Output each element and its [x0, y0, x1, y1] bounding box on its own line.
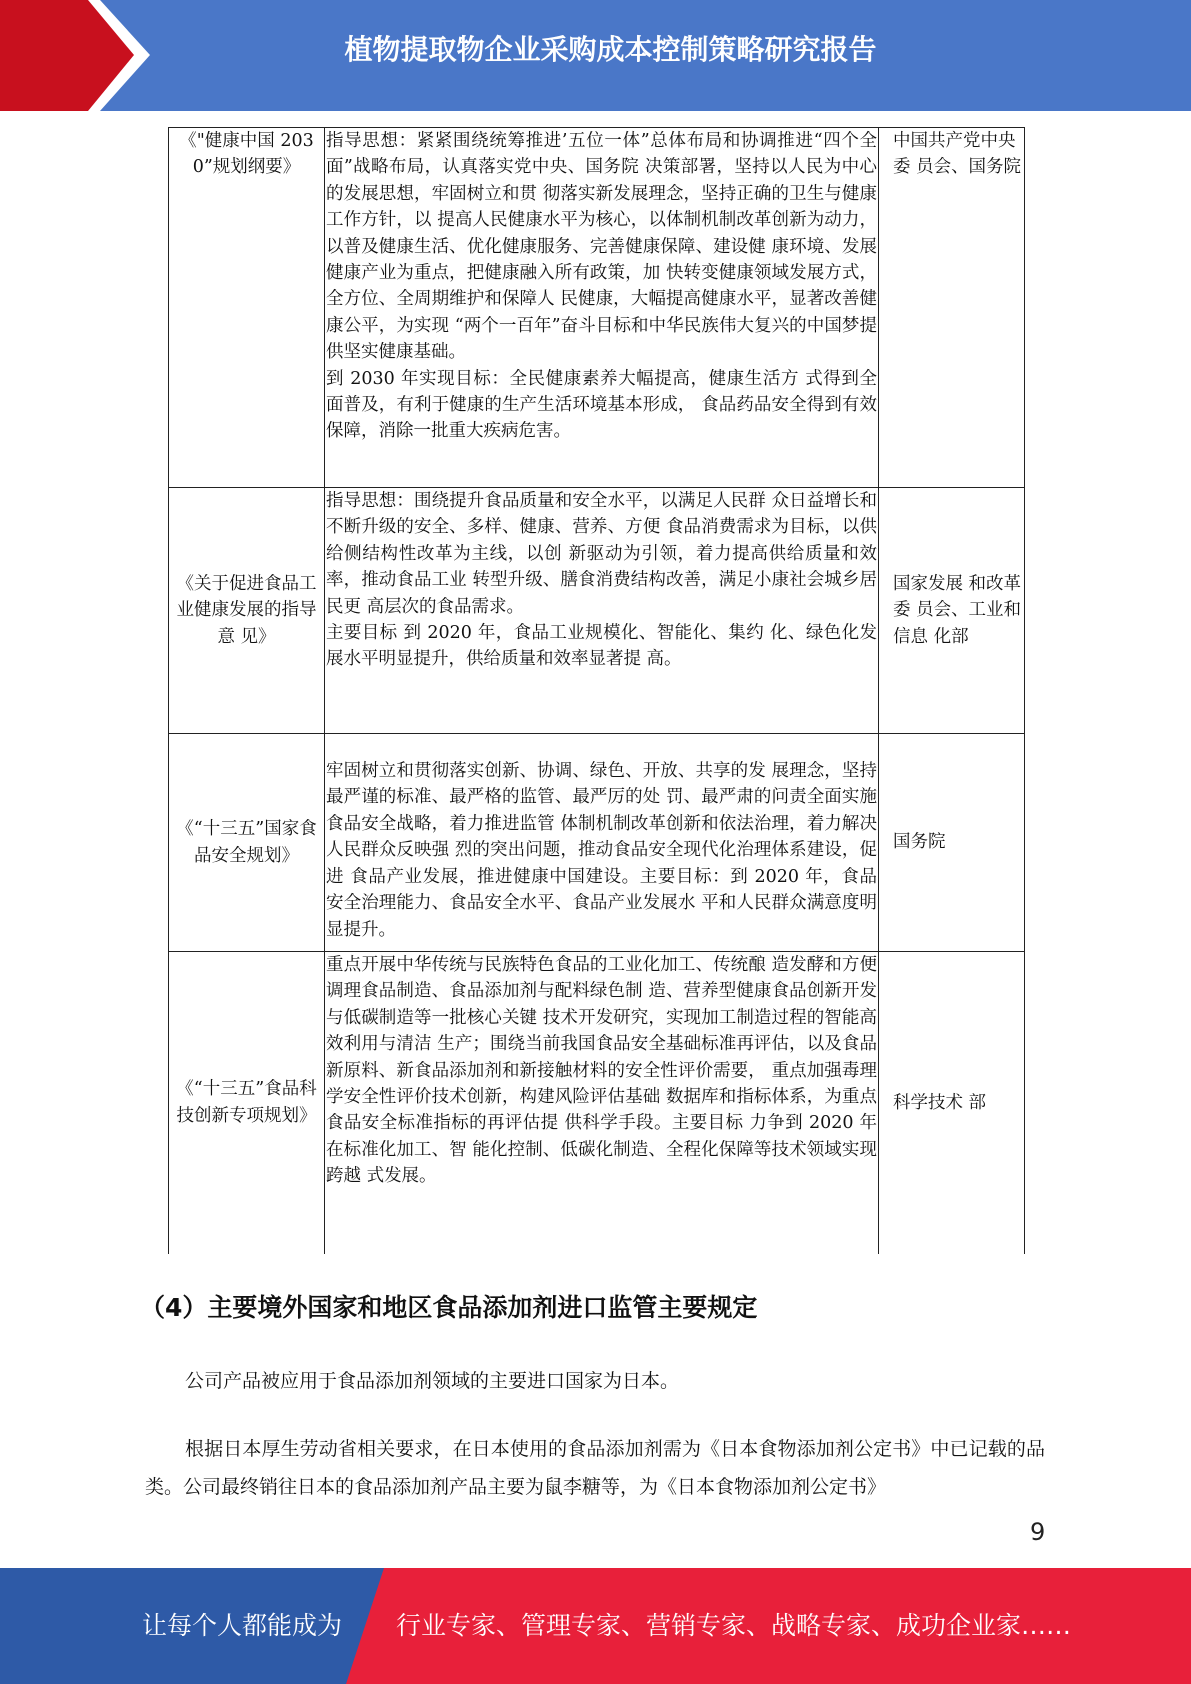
- policy-description-cell: [325, 952, 879, 1254]
- policy-description: 指导思想：紧紧围绕统筹推进’五位一体”总体布局和协调推进“四个全面”战略布局，认真落实党中央、国务院 决策部署，坚持以人民为中心的发展思想，牢固树立和贯 彻落实新发展理念，坚持正确的卫生与健康工作方针，以 提高人民健康水平为核心，以体制机制改革创新为动力， 以普及健康生活、优化健康服务、完善健康保障、建设健 康环境、发展健康产业为重点，把健康融入所有政策，加 快转变健康领域发展方式，全方位、全周期维护和保障人 民健康，大幅提高健康水平，显著改善健康公平，为实现 “两个一百年”奋斗目标和中华民族伟大复兴的中国梦提 供坚实健康基础。: [326, 131, 877, 363]
- policy-target: 主要目标 到 2020 年，食品工业规模化、智能化、集约 化、绿色化发展水平明显提升，供给质量和效率显著提 高。: [326, 623, 877, 670]
- page-footer: [0, 1568, 1191, 1684]
- body-paragraph: 公司产品被应用于食品添加剂领域的主要进口国家为日本。: [185, 1370, 680, 1392]
- body-paragraph: 根据日本厚生劳动省相关要求，在日本使用的食品添加剂需为《日本食物添加剂公定书》中已记载的品类。公司最终销往日本的食品添加剂产品主要为鼠李糖等，为《日本食物添加剂公定书》: [145, 1438, 1045, 1498]
- issuing-body-cell: 中国共产党中央委 员会、国务院: [879, 128, 1025, 488]
- table-row: [169, 734, 1025, 952]
- issuing-body-cell: 国务院: [879, 734, 1025, 952]
- policy-target: 到 2030 年实现目标：全民健康素养大幅提高，健康生活方 式得到全面普及，有利于健康的生产生活环境基本形成， 食品药品安全得到有效保障，消除一批重大疾病危害。: [326, 368, 877, 442]
- policy-table: [168, 127, 1025, 1254]
- policy-name-cell: 《“十三五”国家食品安全规划》: [169, 734, 325, 952]
- section-heading: （4）主要境外国家和地区食品添加剂进口监管主要规定: [140, 1293, 758, 1322]
- table-row: [169, 128, 1025, 488]
- page-number: 9: [1030, 1518, 1046, 1546]
- issuing-body-cell: 国家发展 和改革委 员会、工业和信息 化部: [879, 488, 1025, 734]
- policy-name-cell: 《“十三五”食品科技创新专项规划》: [169, 952, 325, 1254]
- policy-description: 指导思想：围绕提升食品质量和安全水平，以满足人民群 众日益增长和不断升级的安全、多样、健康、营养、方便 食品消费需求为目标，以供给侧结构性改革为主线，以创 新驱动为引领，着力提高供给质量和效率，推动食品工业 转型升级、膳食消费结构改善，满足小康社会城乡居民更 高层次的食品需求。: [326, 491, 877, 617]
- policy-description-cell: [325, 128, 879, 488]
- issuing-body-cell: 科学技术 部: [879, 952, 1025, 1254]
- footer-slogan-right: 行业专家、管理专家、营销专家、战略专家、成功企业家……: [396, 1611, 1072, 1640]
- table-row: [169, 952, 1025, 1254]
- policy-name-cell: 《"健康中国 2030”规划纲要》: [169, 128, 325, 488]
- policy-description: 重点开展中华传统与民族特色食品的工业化加工、传统酿 造发酵和方便调理食品制造、食品添加剂与配料绿色制 造、营养型健康食品创新开发与低碳制造等一批核心关键 技术开发研究，实现加工制造过程的智能高效利用与清洁 生产；围绕当前我国食品安全基础标准再评估，以及食品 新原料、新食品添加剂和新接触材料的安全性评价需要， 重点加强毒理学安全性评价技术创新，构建风险评估基础 数据库和指标体系，为重点食品安全标准指标的再评估提 供科学手段。主要目标 力争到 2020 年在标准化加工、智 能化控制、低碳化制造、全程化保障等技术领域实现跨越 式发展。: [326, 955, 877, 1187]
- policy-name-cell: 《关于促进食品工业健康发展的指导意 见》: [169, 488, 325, 734]
- page-header: [0, 0, 1191, 111]
- policy-description-cell: [325, 488, 879, 734]
- table-row: [169, 488, 1025, 734]
- policy-description-cell: [325, 734, 879, 952]
- policy-description: 牢固树立和贯彻落实创新、协调、绿色、开放、共享的发 展理念，坚持最严谨的标准、最严格的监管、最严厉的处 罚、最严肃的问责全面实施食品安全战略，着力推进监管 体制机制改革创新和依法治理，着力解决人民群众反映强 烈的突出问题，推动食品安全现代化治理体系建设，促进 食品产业发展，推进健康中国建设。主要目标：到 2020 年，食品安全治理能力、食品安全水平、食品产业发展水 平和人民群众满意度明显提升。: [326, 761, 877, 940]
- footer-slogan-left: 让每个人都能成为: [142, 1611, 343, 1640]
- report-title: 植物提取物企业采购成本控制策略研究报告: [344, 33, 877, 66]
